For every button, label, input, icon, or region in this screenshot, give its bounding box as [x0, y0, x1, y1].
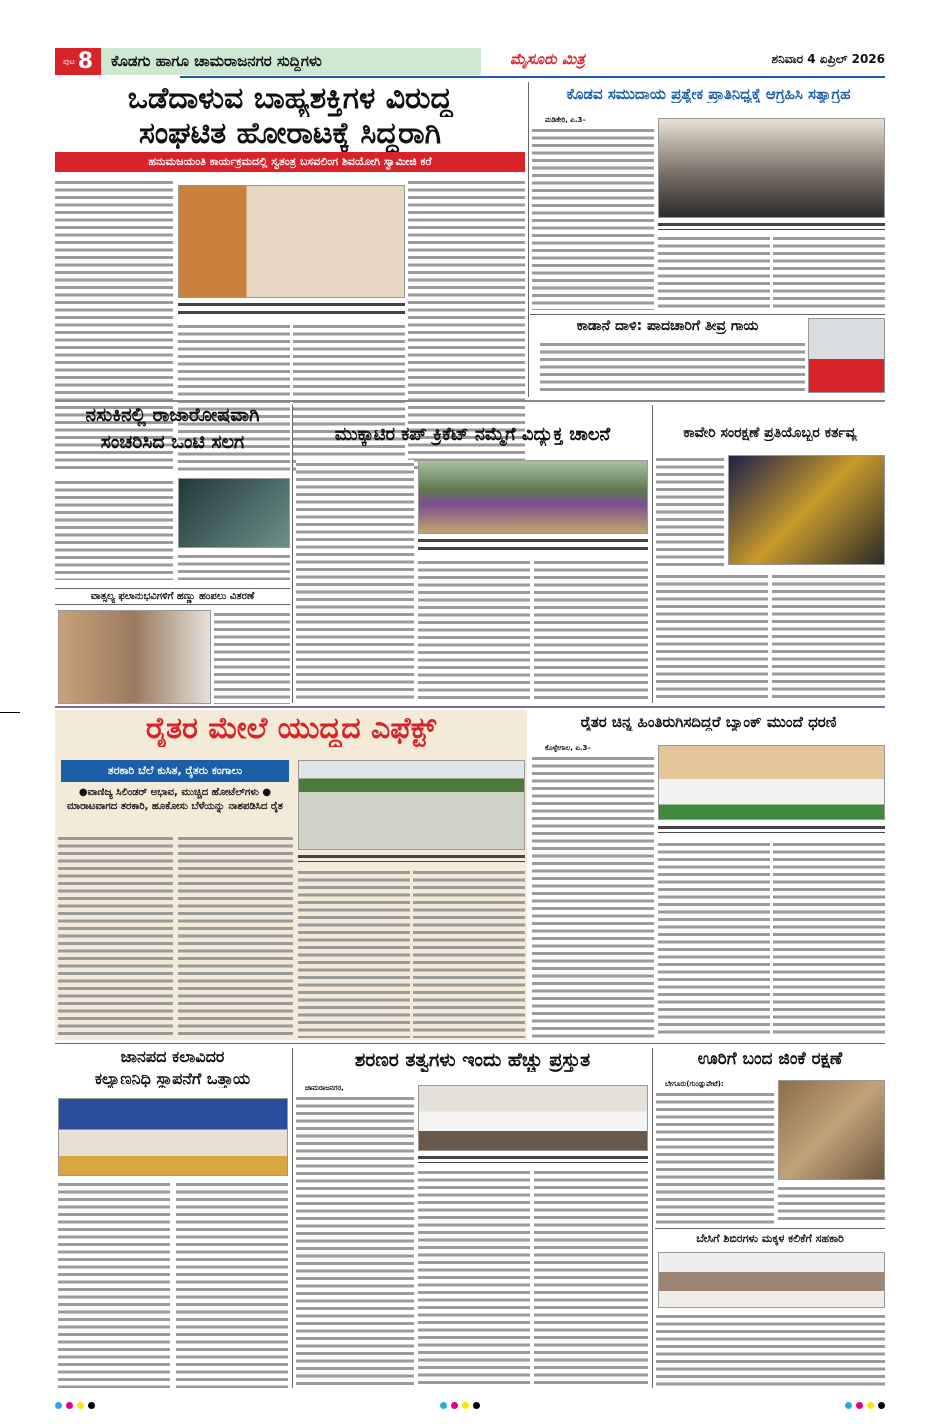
kodava-photo-caption: [658, 220, 885, 230]
header-rule: [180, 76, 885, 78]
kodava-photo: [658, 118, 885, 218]
date: ಶನಿವಾರ 4 ಏಪ್ರಿಲ್ 2026: [771, 52, 885, 66]
sharana-photo: [418, 1085, 648, 1151]
deer-photo: [778, 1080, 885, 1180]
kodava-body-3: [773, 234, 885, 310]
registration-marks-right: [845, 1402, 885, 1409]
bank-caption: [658, 823, 885, 833]
folk-body-2: [176, 1180, 288, 1388]
row-rule: [55, 400, 885, 402]
lead-banner: ಹನುಮಜಯಂತಿ ಕಾರ್ಯಕ್ರಮದಲ್ಲಿ ಸ್ವತಂತ್ರ ಬಸವಲಿಂಗ ಶಿವಯೋಗಿ ಸ್ವಾಮೀಜಿ ಕರೆ: [55, 152, 525, 172]
injured-man-photo: [808, 318, 885, 393]
kodava-body: [532, 126, 654, 310]
tusker-body: [55, 478, 173, 580]
folk-headline-2: ಕಲ್ಯಾಣನಿಧಿ ಸ್ಥಾಪನೆಗೆ ಒತ್ತಾಯ: [94, 1070, 251, 1088]
tusker-headline-2: ಸಂಚರಿಸಿದ ಒಂಟಿ ಸಲಗ: [100, 432, 245, 453]
registration-marks-left: [55, 1402, 95, 1409]
kodava-body-2: [658, 234, 770, 310]
cricket-body-2: [418, 558, 530, 700]
box-rule: [530, 314, 885, 315]
war-effect-headline: ರೈತರ ಮೇಲೆ ಯುದ್ಧದ ಎಫೆಕ್ಟ್: [145, 712, 437, 746]
bank-body: [532, 754, 654, 1038]
row-rule: [55, 1043, 885, 1044]
elephant-photo: [178, 478, 290, 548]
tusker-caption: [178, 552, 290, 580]
cricket-body: [296, 460, 414, 700]
registration-marks-center: [440, 1402, 480, 1409]
cricket-caption: [418, 536, 648, 554]
kodava-dateline: ಮಡಿಕೇರಿ, ಏ.3–: [545, 116, 586, 124]
cricket-body-3: [534, 558, 648, 700]
section-title: ಕೊಡಗು ಹಾಗೂ ಚಾಮರಾಜನಗರ ಸುದ್ದಿಗಳು: [101, 48, 481, 75]
column-rule: [292, 405, 293, 703]
vatsalya-photo: [58, 610, 211, 704]
folk-photo: [58, 1098, 288, 1176]
cauvery-body-3: [772, 572, 885, 700]
deer-dateline: ಬೇಗೂರು(ಗುಂಡ್ಲುಪೇಟೆ):: [665, 1080, 724, 1088]
tractor-caption: [298, 852, 525, 862]
cricket-photo: [418, 460, 648, 534]
sharana-body-3: [534, 1168, 648, 1388]
folk-body-1: [58, 1180, 170, 1388]
column-rule: [528, 82, 529, 397]
war-body-2: [178, 834, 293, 1038]
cauvery-body: [656, 455, 724, 567]
elephant-attack-body: [540, 340, 805, 395]
lead-photo: [178, 185, 405, 298]
masthead-logo: ಮೈಸೂರು ಮಿತ್ರ: [510, 50, 585, 68]
row-rule: [55, 706, 885, 708]
vatsalya-subhead: ವಾತ್ಸಲ್ಯ ಫಲಾನುಭವಿಗಳಿಗೆ ಹಣ್ಣು ಹಂಪಲು ವಿತರಣೆ: [55, 588, 290, 605]
bank-dateline: ಕೊಳ್ಳೇಗಾಲ, ಏ.3–: [545, 744, 591, 752]
sharana-body: [296, 1094, 414, 1388]
war-body-1: [58, 834, 173, 1038]
page-number-box: [55, 48, 101, 75]
cricket-headline: ಮುಕ್ಕಾಟಿರ ಕಪ್ ಕ್ರಿಕೆಟ್ ನಮ್ಮೆಗೆ ವಿದ್ಯುಕ್ತ ಚಾಲನೆ: [334, 425, 611, 445]
bank-press-photo: [658, 745, 885, 820]
sharana-body-2: [418, 1168, 530, 1388]
sharana-headline: ಶರಣರ ತತ್ವಗಳು ಇಂದು ಹೆಚ್ಚು ಪ್ರಸ್ತುತ: [354, 1050, 591, 1071]
cauvery-body-2: [656, 572, 768, 700]
sharana-dateline: ಚಾಮರಾಜನಗರ,: [305, 1084, 344, 1092]
summer-camp-subhead: ಬೇಸಿಗೆ ಶಿಬಿರಗಳು ಮಕ್ಕಳ ಕಲಿಕೆಗೆ ಸಹಕಾರಿ: [655, 1228, 885, 1246]
vatsalya-body: [214, 610, 290, 704]
war-body-4: [413, 868, 525, 1038]
bank-body-2: [658, 840, 770, 1038]
kodava-headline: ಕೊಡವ ಸಮುದಾಯ ಪ್ರತ್ಯೇಕ ಪ್ರಾತಿನಿಧ್ಯಕ್ಕೆ ಆಗ್ರಹಿಸಿ ಸತ್ಯಾಗ್ರಹ: [566, 86, 851, 103]
sharana-caption: [418, 1153, 648, 1163]
bank-body-3: [773, 840, 885, 1038]
deer-body-2: [778, 1184, 885, 1224]
war-body-3: [298, 868, 410, 1038]
column-rule: [652, 405, 653, 703]
lead-headline-2: ಸಂಘಟಿತ ಹೋರಾಟಕ್ಕೆ ಸಿದ್ಧರಾಗಿ: [138, 117, 442, 151]
war-effect-subhead: ತರಕಾರಿ ಬೆಲೆ ಕುಸಿತ, ರೈತರು ಕಂಗಾಲು: [61, 760, 289, 782]
summer-camp-photo: [658, 1252, 885, 1308]
lead-headline-1: ಒಡೆದಾಳುವ ಬಾಹ್ಯಶಕ್ತಿಗಳ ವಿರುದ್ಧ: [127, 82, 453, 116]
cauvery-photo: [728, 455, 885, 565]
war-effect-bullets: ●ವಾಣಿಜ್ಯ ಸಿಲಿಂಡರ್ ಅಭಾವ, ಮುಚ್ಚಿದ ಹೋಟೆಲ್‌ಗಳು ● ಮಾರಾಟವಾಗದ ತರಕಾರಿ, ಹೂಕೋಸು ಬೆಳೆಯನ್ನು ನಾಶಪಡಿಸಿದ ರೈತ: [67, 787, 283, 812]
summer-camp-body: [656, 1312, 885, 1388]
tractor-field-photo: [298, 760, 525, 850]
page-number: 8: [77, 49, 94, 74]
elephant-attack-headline: ಕಾಡಾನೆ ದಾಳಿ: ಪಾದಚಾರಿಗೆ ತೀವ್ರ ಗಾಯ: [576, 318, 759, 334]
tusker-headline-1: ನಸುಕಿನಲ್ಲಿ ರಾಜಾರೋಷವಾಗಿ: [85, 405, 260, 426]
page-label: ಪುಟ: [62, 56, 75, 66]
deer-headline: ಊರಿಗೆ ಬಂದ ಜಿಂಕೆ ರಕ್ಷಣೆ: [697, 1050, 843, 1069]
cauvery-headline: ಕಾವೇರಿ ಸಂರಕ್ಷಣೆ ಪ್ರತಿಯೊಬ್ಬರ ಕರ್ತವ್ಯ: [683, 425, 857, 441]
crop-mark: [0, 712, 20, 713]
lead-body: [55, 178, 173, 473]
bank-headline: ರೈತರ ಚಿನ್ನ ಹಿಂತಿರುಗಿಸದಿದ್ದರೆ ಬ್ಯಾಂಕ್ ಮುಂದೆ ಧರಣಿ: [580, 714, 837, 731]
column-rule: [292, 1048, 293, 1388]
folk-headline-1: ಜಾನಪದ ಕಲಾವಿದರ: [120, 1048, 225, 1066]
lead-photo-caption: [178, 300, 405, 318]
column-rule: [652, 1048, 653, 1388]
deer-body: [656, 1090, 774, 1224]
lead-body-3: [293, 322, 405, 474]
